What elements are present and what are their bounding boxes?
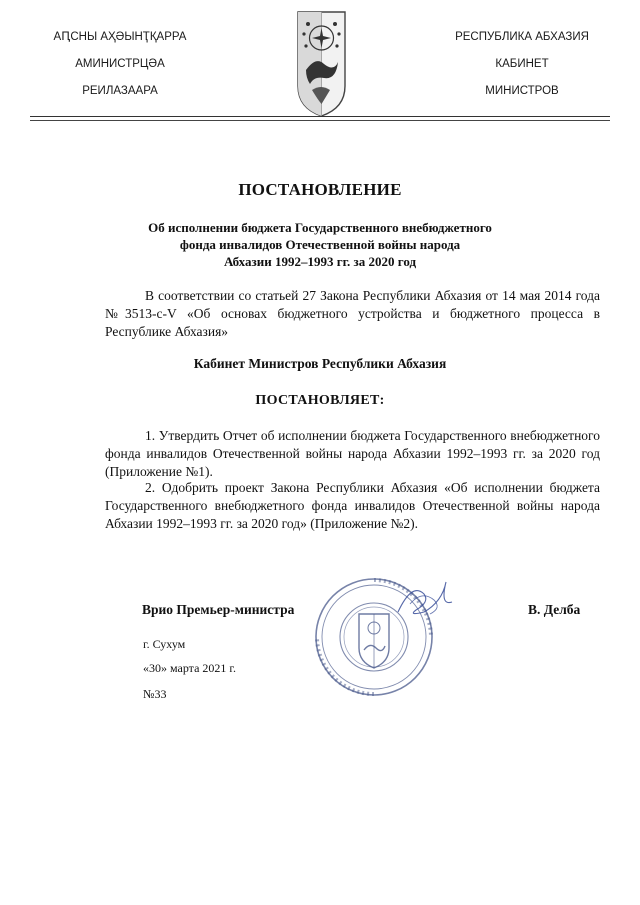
subject-line-3: Абхазии 1992–1993 гг. за 2020 год: [223, 254, 417, 269]
decree-item-1: 1. Утвердить Отчет об исполнении бюджета Государственного внебюджетного фонда инвалидов Отечественной войны народа Абхазии 1992–1993 гг. за 2020 год (Приложение №1).: [105, 428, 600, 479]
header-right-line-2: КАБИНЕТ: [495, 58, 549, 70]
decree-item-2: 2. Одобрить проект Закона Республики Абхазия «Об исполнении бюджета Государственного внебюджетного фонда инвалидов Отечественной войны народа Абхазии 1992–1993 гг. за 2020 год» (Приложение №2).: [105, 480, 600, 531]
signatory-name: В. Делба: [528, 602, 581, 617]
header-left-line-1: АԤСНЫ АҲӘЫНҬҚАРРА: [53, 31, 187, 43]
header-right-block: [432, 30, 612, 111]
document-subject: [120, 219, 520, 270]
preamble-paragraph: В соответствии со статьей 27 Закона Республики Абхазия от 14 мая 2014 года №3513-с-V «Об основах бюджетного устройства и бюджетного процесса в Республике Абхазия»: [105, 288, 600, 339]
document-title: ПОСТАНОВЛЕНИЕ: [238, 180, 402, 199]
header-left-line-3: РЕИЛАЗААРА: [82, 85, 158, 97]
document-number: №33: [143, 687, 167, 701]
header-left-line-2: АМИНИСТРЦӘА: [75, 58, 165, 70]
header-left-block: [30, 30, 210, 111]
subject-line-1: Об исполнении бюджета Государственного внебюджетного: [148, 220, 492, 235]
header-divider-thick: [30, 116, 610, 117]
subject-line-2: фонда инвалидов Отечественной войны народа: [179, 237, 461, 252]
decree-heading: ПОСТАНОВЛЯЕТ:: [255, 393, 385, 408]
issue-date: «30» марта 2021 г.: [143, 661, 236, 675]
issuer-line: Кабинет Министров Республики Абхазия: [193, 356, 447, 371]
header-divider-thin: [30, 120, 610, 121]
abkhazia-emblem-icon: [294, 8, 349, 118]
official-seal-icon: [312, 572, 462, 702]
signatory-position: Врио Премьер-министра: [142, 602, 295, 617]
header-right-line-3: МИНИСТРОВ: [485, 85, 559, 97]
issue-place: г. Сухум: [143, 637, 186, 651]
header-right-line-1: РЕСПУБЛИКА АБХАЗИЯ: [455, 31, 589, 43]
